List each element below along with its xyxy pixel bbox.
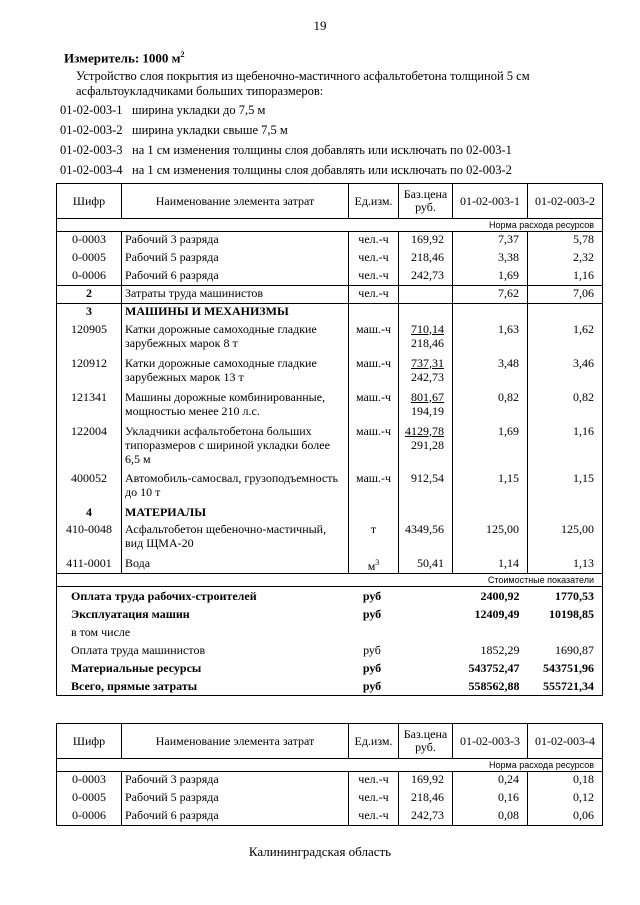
table-row: 400052 Автомобиль-самосвал, грузоподъемность до 10 т маш.-ч 912,54 1,15 1,15 <box>57 471 603 505</box>
summary-row: Материальные ресурсы руб 543752,47 543751,96 <box>57 659 603 677</box>
header-col-1: 01-02-003-1 <box>453 184 528 219</box>
section-row-materials: 4 МАТЕРИАЛЫ <box>57 505 603 522</box>
table-row: 120905 Катки дорожные самоходные гладкие зарубежных марок 8 т маш.-ч 710,14 218,46 1,63 1,62 <box>57 322 603 356</box>
page-footer: Калининградская область <box>248 844 392 859</box>
header-code: Шифр <box>57 184 122 219</box>
norm-label-row: Норма расхода ресурсов <box>57 219 603 232</box>
table-row: 121341 Машины дорожные комбинированные, мощностью менее 210 л.с. маш.-ч 801,67 194,19 0,82 0,82 <box>57 390 603 424</box>
code-list <box>60 101 512 181</box>
page-number: 19 <box>313 18 327 33</box>
table-row: 411-0001 Вода $м^3$ 50,41 1,14 1,13 <box>57 556 603 574</box>
resource-table-1 <box>56 183 603 696</box>
section-row-machines: 3 МАШИНЫ И МЕХАНИЗМЫ <box>57 304 603 322</box>
table-row: 0-0003 Рабочий 3 разряда чел.-ч 169,92 7,37 5,78 <box>57 232 603 250</box>
summary-row: Эксплуатация машин руб 12409,49 10198,85 <box>57 605 603 623</box>
table-row: 0-0006 Рабочий 6 разряда чел.-ч 242,73 1,69 1,16 <box>57 268 603 286</box>
code-item: 01-02-003-4 на 1 см изменения толщины слоя добавлять или исключать по 02-003-2 <box>60 163 512 177</box>
header-name: Наименование элемента затрат <box>122 184 349 219</box>
summary-row: Оплата труда рабочих-строителей руб 2400,92 1770,53 <box>57 586 603 605</box>
code-item: 01-02-003-3 на 1 см изменения толщины слоя добавлять или исключать по 02-003-1 <box>60 143 512 157</box>
table-row: 0-0006 Рабочий 6 разряда чел.-ч 242,73 0,08 0,06 <box>57 808 603 826</box>
section-row-operators: 2 Затраты труда машинистов чел.-ч 7,62 7,06 <box>57 286 603 304</box>
header-price: Баз.цена руб. <box>399 724 453 759</box>
header-col-2: 01-02-003-2 <box>528 184 603 219</box>
header-name: Наименование элемента затрат <box>122 724 349 759</box>
cost-label-row: Стоимостные показатели <box>57 573 603 586</box>
table-header <box>57 184 603 219</box>
measure-heading: Измеритель: 1000 $м^2$ <box>64 50 185 66</box>
table-row: 122004 Укладчики асфальтобетона больших типоразмеров с шириной укладки более 6,5 м маш.-ч 4129,78 291,28 1,69 1,16 <box>57 424 603 471</box>
header-col-3: 01-02-003-3 <box>453 724 528 759</box>
table-row: 0-0005 Рабочий 5 разряда чел.-ч 218,46 3,38 2,32 <box>57 250 603 268</box>
code-item: 01-02-003-2 ширина укладки свыше 7,5 м <box>60 123 288 137</box>
header-code: Шифр <box>57 724 122 759</box>
table-row: 0-0005 Рабочий 5 разряда чел.-ч 218,46 0,16 0,12 <box>57 790 603 808</box>
resource-table-2 <box>56 723 603 826</box>
header-unit: Ед.изм. <box>349 184 399 219</box>
work-description: Устройство слоя покрытия из щебеночно-мастичного асфальтобетона толщиной 5 см асфальтоукладчиками больших типоразмеров: <box>76 69 530 98</box>
code-item: 01-02-003-1 ширина укладки до 7,5 м <box>60 103 266 117</box>
table-row: 120912 Катки дорожные самоходные гладкие зарубежных марок 13 т маш.-ч 737,31 242,73 3,48 3,46 <box>57 356 603 390</box>
table-row: 410-0048 Асфальтобетон щебеночно-мастичный, вид ЩМА-20 т 4349,56 125,00 125,00 <box>57 522 603 556</box>
summary-row: Оплата труда машинистов руб 1852,29 1690,87 <box>57 641 603 659</box>
norm-label-row: Норма расхода ресурсов <box>57 759 603 772</box>
summary-row: Всего, прямые затраты руб 558562,88 555721,34 <box>57 677 603 696</box>
header-price: Баз.цена руб. <box>399 184 453 219</box>
table-row: 0-0003 Рабочий 3 разряда чел.-ч 169,92 0,24 0,18 <box>57 772 603 790</box>
header-unit: Ед.изм. <box>349 724 399 759</box>
summary-row: в том числе <box>57 623 603 641</box>
header-col-4: 01-02-003-4 <box>528 724 603 759</box>
table-header <box>57 724 603 759</box>
